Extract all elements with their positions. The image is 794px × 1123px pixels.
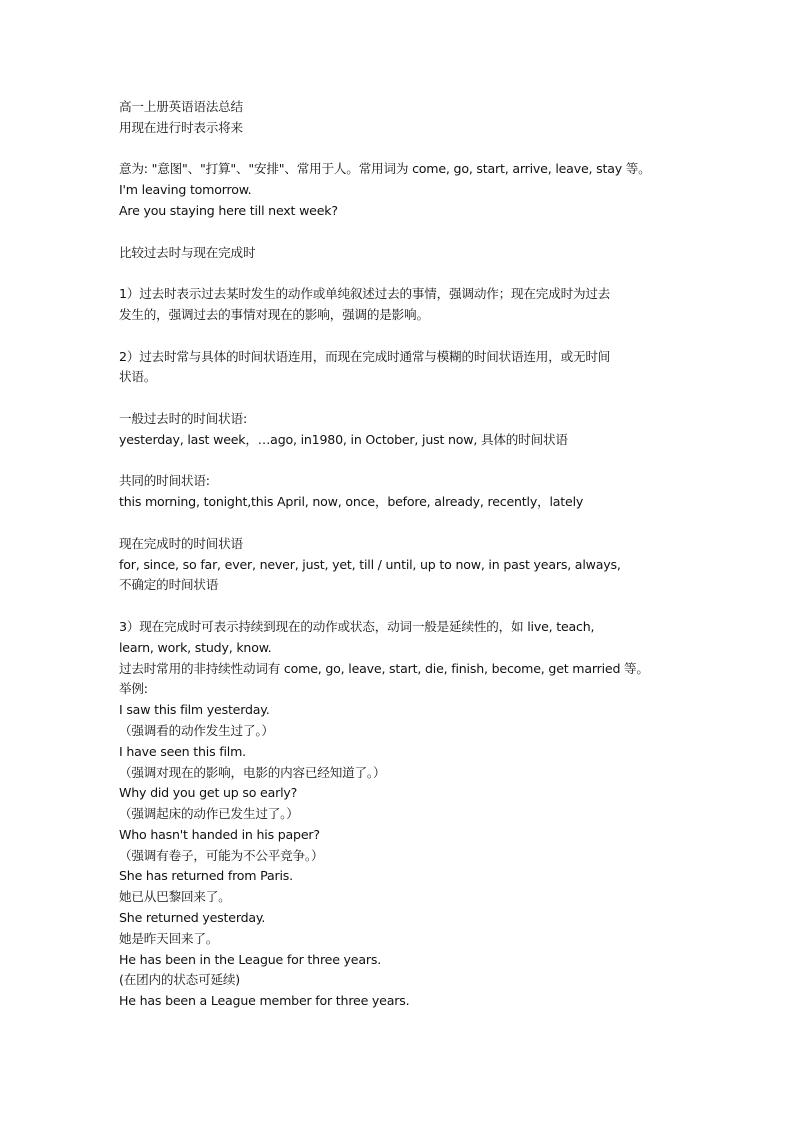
point-2-line-1: 2）过去时常与具体的时间状语连用，而现在完成时通常与模糊的时间状语连用，或无时间 xyxy=(119,348,611,364)
example-sentence: She has returned from Paris. xyxy=(119,868,293,884)
section-heading-future: 用现在进行时表示将来 xyxy=(119,119,243,135)
perfect-adverbials-list: for, since, so far, ever, never, just, yet, till / until, up to now, in past years, always, xyxy=(119,556,621,572)
example-sentence: He has been in the League for three years. xyxy=(119,951,382,967)
past-adverbials-heading: 一般过去时的时间状语: xyxy=(119,410,247,426)
point-1-line-1: 1）过去时表示过去某时发生的动作或单纯叙述过去的事情，强调动作；现在完成时为过去 xyxy=(119,286,611,302)
section-heading-compare: 比较过去时与现在完成时 xyxy=(119,244,256,260)
example-note: 她是昨天回来了。 xyxy=(119,930,219,946)
blank-line xyxy=(119,263,689,284)
examples-heading: 举例: xyxy=(119,681,148,697)
example-note: 她已从巴黎回来了。 xyxy=(119,889,231,905)
example-note: （强调对现在的影响，电影的内容已经知道了。） xyxy=(119,764,386,780)
example-note: (在团内的状态可延续) xyxy=(119,972,240,988)
document-page xyxy=(119,97,689,1012)
point-3-line-1: 3）现在完成时可表示持续到现在的动作或状态，动词一般是延续性的，如 live, teach, xyxy=(119,618,595,634)
point-1-line-2: 发生的，强调过去的事情对现在的影响，强调的是影响。 xyxy=(119,306,429,322)
example-sentence: I saw this film yesterday. xyxy=(119,702,270,718)
point-3-line-2: learn, work, study, know. xyxy=(119,639,272,655)
perfect-adverbials-heading: 现在完成时的时间状语 xyxy=(119,535,243,551)
future-meaning-text: 意为: "意图"、"打算"、"安排"、常用于人。常用词为 come, go, start, arrive, leave, stay 等。 xyxy=(119,161,651,177)
example-sentence: Who hasn't handed in his paper? xyxy=(119,826,320,842)
example-note: （强调起床的动作已发生过了。） xyxy=(119,806,299,822)
past-adverbials-list: yesterday, last week，…ago, in1980, in October, just now, 具体的时间状语 xyxy=(119,431,568,447)
shared-adverbials-heading: 共同的时间状语: xyxy=(119,473,210,489)
blank-line xyxy=(119,139,689,160)
future-example-1: I'm leaving tomorrow. xyxy=(119,182,252,198)
future-example-2: Are you staying here till next week? xyxy=(119,202,338,218)
blank-line xyxy=(119,451,689,472)
point-3-line-3: 过去时常用的非持续性动词有 come, go, leave, start, die, finish, become, get married 等。 xyxy=(119,660,649,676)
example-sentence: I have seen this film. xyxy=(119,743,246,759)
blank-line xyxy=(119,222,689,243)
document-title: 高一上册英语语法总结 xyxy=(119,99,243,114)
example-note: （强调看的动作发生过了。） xyxy=(119,722,274,738)
blank-line xyxy=(119,388,689,409)
perfect-adverbials-note: 不确定的时间状语 xyxy=(119,577,219,593)
example-sentence: Why did you get up so early? xyxy=(119,785,298,801)
example-sentence: She returned yesterday. xyxy=(119,910,266,926)
point-2-line-2: 状语。 xyxy=(119,369,157,385)
example-note: （强调有卷子，可能为不公平竞争。） xyxy=(119,847,324,863)
blank-line xyxy=(119,513,689,534)
example-sentence: He has been a League member for three years. xyxy=(119,993,410,1009)
blank-line xyxy=(119,326,689,347)
blank-line xyxy=(119,596,689,617)
shared-adverbials-list: this morning, tonight,this April, now, once，before, already, recently，lately xyxy=(119,494,584,510)
